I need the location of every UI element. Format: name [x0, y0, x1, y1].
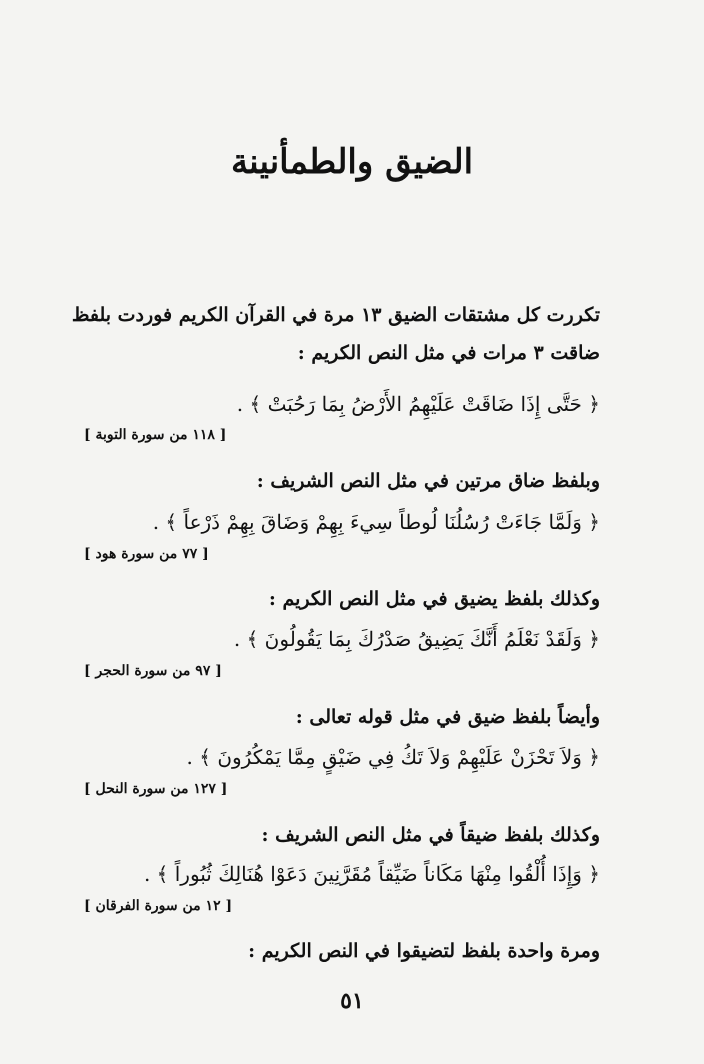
- intro-paragraph-line-1: تكررت كل مشتقات الضيق ١٣ مرة في القرآن الكريم فوردت بلفظ: [71, 304, 600, 326]
- quran-verse: ﴿ وَإِذَا أُلْقُوا مِنْهَا مَكَاناً ضَيِّقاً مُقَرَّنِينَ دَعَوْا هُنَالِكَ ثُبُوراً ﴾ .: [143, 862, 600, 886]
- section-lead: وبلفظ ضاق مرتين في مثل النص الشريف :: [256, 470, 600, 492]
- verse-reference: [ ١١٨ من سورة التوبة ]: [84, 427, 227, 443]
- section-lead: وكذلك بلفظ يضيق في مثل النص الكريم :: [268, 588, 600, 610]
- quran-verse: ﴿ حَتَّى إِذَا ضَاقَتْ عَلَيْهِمُ الأَرْضُ بِمَا رَحُبَتْ ﴾ .: [236, 392, 600, 416]
- section-lead: وأيضاً بلفظ ضيق في مثل قوله تعالى :: [295, 706, 600, 728]
- quran-verse: ﴿ وَلَمَّا جَاءَتْ رُسُلُنَا لُوطاً سِيءَ بِهِمْ وَضَاقَ بِهِمْ ذَرْعاً ﴾ .: [152, 510, 600, 534]
- section-lead: وكذلك بلفظ ضيقاً في مثل النص الشريف :: [261, 824, 600, 846]
- verse-reference: [ ١٢٧ من سورة النحل ]: [84, 781, 228, 797]
- quran-verse: ﴿ وَلَقَدْ نَعْلَمُ أَنَّكَ يَضِيقُ صَدْرُكَ بِمَا يَقُولُونَ ﴾ .: [233, 627, 600, 651]
- verse-reference: [ ٩٧ من سورة الحجر ]: [84, 663, 222, 679]
- verse-reference: [ ١٢ من سورة الفرقان ]: [84, 898, 233, 914]
- quran-verse: ﴿ وَلاَ تَحْزَنْ عَلَيْهِمْ وَلاَ تَكُ فِي ضَيْقٍ مِمَّا يَمْكُرُونَ ﴾ .: [186, 745, 600, 769]
- page-title: الضيق والطمأنينة: [230, 142, 474, 182]
- section-lead: ومرة واحدة بلفظ لتضيقوا في النص الكريم :: [248, 940, 600, 962]
- intro-paragraph-line-2: ضاقت ٣ مرات في مثل النص الكريم :: [297, 342, 600, 364]
- page-number: ٥١: [340, 988, 364, 1014]
- verse-reference: [ ٧٧ من سورة هود ]: [84, 546, 209, 562]
